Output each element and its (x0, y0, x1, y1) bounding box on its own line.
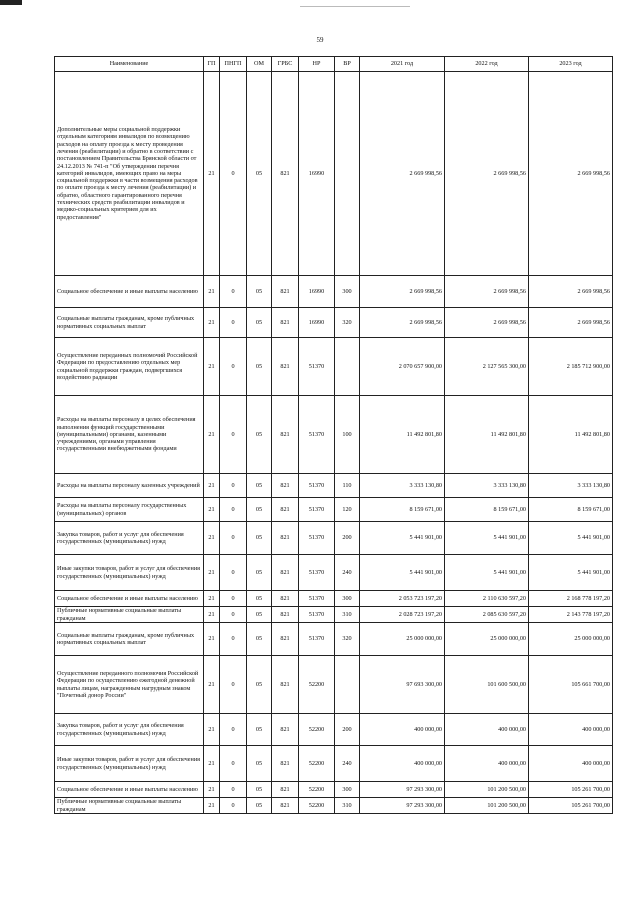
cell-om: 05 (247, 338, 272, 396)
cell-y2022: 5 441 901,00 (445, 522, 529, 555)
cell-om: 05 (247, 607, 272, 623)
table-row (55, 308, 613, 338)
cell-om: 05 (247, 308, 272, 338)
cell-nr: 51370 (299, 522, 335, 555)
cell-om: 05 (247, 396, 272, 474)
cell-gp: 21 (204, 798, 220, 814)
cell-pngp: 0 (220, 714, 247, 746)
cell-nr: 51370 (299, 474, 335, 498)
table-row (55, 591, 613, 607)
cell-name: Иные закупки товаров, работ и услуг для обеспечения государственных (муниципальных) нужд (55, 746, 204, 782)
cell-name: Закупка товаров, работ и услуг для обеспечения государственных (муниципальных) нужд (55, 522, 204, 555)
cell-vr: 120 (335, 498, 360, 522)
cell-nr: 16990 (299, 276, 335, 308)
cell-name: Социальное обеспечение и иные выплаты населению (55, 276, 204, 308)
table-row (55, 798, 613, 814)
cell-grbs: 821 (272, 72, 299, 276)
cell-y2022: 101 200 500,00 (445, 798, 529, 814)
cell-y2023: 105 261 700,00 (529, 798, 613, 814)
cell-nr: 52200 (299, 746, 335, 782)
header-2021: 2021 год (360, 57, 445, 72)
cell-y2023: 2 669 998,56 (529, 276, 613, 308)
cell-y2023: 105 661 700,00 (529, 656, 613, 714)
cell-y2021: 3 333 130,80 (360, 474, 445, 498)
cell-pngp: 0 (220, 623, 247, 656)
cell-name: Осуществление переданных полномочий Российской Федерации по предоставлению отдельных мер социальной поддержки граждан, подвергшихся воздействию радиации (55, 338, 204, 396)
cell-gp: 21 (204, 522, 220, 555)
cell-y2021: 25 000 000,00 (360, 623, 445, 656)
cell-pngp: 0 (220, 782, 247, 798)
cell-grbs: 821 (272, 591, 299, 607)
cell-grbs: 821 (272, 555, 299, 591)
cell-gp: 21 (204, 72, 220, 276)
cell-vr (335, 72, 360, 276)
cell-y2023: 400 000,00 (529, 746, 613, 782)
header-pngp: ПНГП (220, 57, 247, 72)
cell-gp: 21 (204, 714, 220, 746)
cell-gp: 21 (204, 276, 220, 308)
cell-name: Осуществление переданного полномочия Российской Федерации по осуществлению ежегодной денежной выплаты лицам, награжденным нагрудным знаком "Почетный донор России" (55, 656, 204, 714)
cell-name: Дополнительные меры социальной поддержки отдельным категориям инвалидов по возмещению расходов на оплату проезда к месту проведения лечения (реабилитации) и обратно в соответствии с постановлением Правительства Брянской области от 24.12.2013 № 741-п "Об утверждении перечня категорий инвалидов, имеющих право на меры социальной поддержки в части возмещения расходов по оплате проезда к месту лечения (реабилитации) и обратно, областного гарантированного перечня технических средств реабилитации инвалидов и медико-социальных критериев для их предоставления" (55, 72, 204, 276)
table-row (55, 522, 613, 555)
cell-pngp: 0 (220, 656, 247, 714)
header-nr: НР (299, 57, 335, 72)
cell-nr: 51370 (299, 623, 335, 656)
cell-pngp: 0 (220, 591, 247, 607)
table-row (55, 276, 613, 308)
cell-y2021: 5 441 901,00 (360, 522, 445, 555)
cell-vr: 240 (335, 555, 360, 591)
table-row (55, 396, 613, 474)
table-header-row (55, 57, 613, 72)
cell-om: 05 (247, 498, 272, 522)
cell-name: Публичные нормативные социальные выплаты гражданам (55, 607, 204, 623)
cell-om: 05 (247, 656, 272, 714)
cell-grbs: 821 (272, 782, 299, 798)
cell-y2023: 2 143 778 197,20 (529, 607, 613, 623)
table-row (55, 656, 613, 714)
cell-vr: 100 (335, 396, 360, 474)
cell-vr: 300 (335, 782, 360, 798)
cell-y2021: 97 293 300,00 (360, 782, 445, 798)
cell-y2023: 8 159 671,00 (529, 498, 613, 522)
cell-om: 05 (247, 714, 272, 746)
cell-y2023: 5 441 901,00 (529, 555, 613, 591)
cell-y2023: 2 168 778 197,20 (529, 591, 613, 607)
header-2023: 2023 год (529, 57, 613, 72)
cell-pngp: 0 (220, 522, 247, 555)
cell-grbs: 821 (272, 338, 299, 396)
header-om: ОМ (247, 57, 272, 72)
cell-om: 05 (247, 474, 272, 498)
cell-y2021: 2 070 657 900,00 (360, 338, 445, 396)
header-2022: 2022 год (445, 57, 529, 72)
cell-name: Социальные выплаты гражданам, кроме публичных нормативных социальных выплат (55, 623, 204, 656)
budget-table (54, 56, 613, 814)
cell-y2023: 2 669 998,56 (529, 308, 613, 338)
cell-grbs: 821 (272, 474, 299, 498)
cell-pngp: 0 (220, 607, 247, 623)
scan-corner-mark (0, 0, 22, 5)
cell-nr: 52200 (299, 714, 335, 746)
cell-om: 05 (247, 782, 272, 798)
cell-y2021: 400 000,00 (360, 746, 445, 782)
cell-vr: 300 (335, 276, 360, 308)
cell-gp: 21 (204, 555, 220, 591)
table-row (55, 72, 613, 276)
cell-y2023: 3 333 130,80 (529, 474, 613, 498)
cell-vr: 310 (335, 798, 360, 814)
cell-grbs: 821 (272, 522, 299, 555)
cell-gp: 21 (204, 591, 220, 607)
cell-y2022: 25 000 000,00 (445, 623, 529, 656)
cell-y2022: 8 159 671,00 (445, 498, 529, 522)
cell-nr: 51370 (299, 498, 335, 522)
cell-y2022: 400 000,00 (445, 714, 529, 746)
cell-grbs: 821 (272, 396, 299, 474)
cell-grbs: 821 (272, 276, 299, 308)
cell-vr: 300 (335, 591, 360, 607)
cell-y2021: 2 669 998,56 (360, 72, 445, 276)
cell-gp: 21 (204, 782, 220, 798)
cell-grbs: 821 (272, 623, 299, 656)
cell-gp: 21 (204, 656, 220, 714)
cell-grbs: 821 (272, 498, 299, 522)
cell-grbs: 821 (272, 714, 299, 746)
cell-name: Социальное обеспечение и иные выплаты населению (55, 591, 204, 607)
cell-y2021: 11 492 801,80 (360, 396, 445, 474)
cell-y2021: 400 000,00 (360, 714, 445, 746)
cell-nr: 51370 (299, 591, 335, 607)
cell-y2023: 11 492 801,80 (529, 396, 613, 474)
cell-vr: 310 (335, 607, 360, 623)
table-row (55, 474, 613, 498)
cell-vr: 240 (335, 746, 360, 782)
cell-y2023: 2 669 998,56 (529, 72, 613, 276)
cell-nr: 51370 (299, 396, 335, 474)
cell-y2021: 2 053 723 197,20 (360, 591, 445, 607)
cell-y2021: 2 669 998,56 (360, 308, 445, 338)
cell-om: 05 (247, 522, 272, 555)
cell-pngp: 0 (220, 746, 247, 782)
cell-vr (335, 338, 360, 396)
cell-y2023: 105 261 700,00 (529, 782, 613, 798)
cell-om: 05 (247, 798, 272, 814)
cell-nr: 51370 (299, 607, 335, 623)
cell-om: 05 (247, 623, 272, 656)
cell-pngp: 0 (220, 498, 247, 522)
cell-y2021: 2 028 723 197,20 (360, 607, 445, 623)
cell-name: Публичные нормативные социальные выплаты гражданам (55, 798, 204, 814)
cell-y2021: 5 441 901,00 (360, 555, 445, 591)
cell-nr: 16990 (299, 72, 335, 276)
cell-om: 05 (247, 591, 272, 607)
cell-om: 05 (247, 555, 272, 591)
cell-name: Расходы на выплаты персоналу казенных учреждений (55, 474, 204, 498)
cell-gp: 21 (204, 607, 220, 623)
cell-pngp: 0 (220, 276, 247, 308)
cell-name: Социальное обеспечение и иные выплаты населению (55, 782, 204, 798)
cell-pngp: 0 (220, 798, 247, 814)
cell-y2022: 5 441 901,00 (445, 555, 529, 591)
cell-nr: 52200 (299, 798, 335, 814)
table-row (55, 782, 613, 798)
cell-pngp: 0 (220, 72, 247, 276)
table-row (55, 555, 613, 591)
cell-name: Закупка товаров, работ и услуг для обеспечения государственных (муниципальных) нужд (55, 714, 204, 746)
cell-om: 05 (247, 746, 272, 782)
cell-name: Социальные выплаты гражданам, кроме публичных нормативных социальных выплат (55, 308, 204, 338)
cell-vr: 110 (335, 474, 360, 498)
cell-vr: 320 (335, 623, 360, 656)
cell-pngp: 0 (220, 474, 247, 498)
cell-grbs: 821 (272, 656, 299, 714)
cell-y2023: 400 000,00 (529, 714, 613, 746)
page-number: 59 (316, 36, 324, 44)
cell-gp: 21 (204, 396, 220, 474)
cell-y2022: 11 492 801,80 (445, 396, 529, 474)
cell-vr: 320 (335, 308, 360, 338)
cell-y2022: 2 669 998,56 (445, 72, 529, 276)
cell-nr: 16990 (299, 308, 335, 338)
cell-nr: 51370 (299, 555, 335, 591)
cell-y2023: 5 441 901,00 (529, 522, 613, 555)
scan-top-rule (300, 6, 410, 7)
cell-y2022: 2 669 998,56 (445, 276, 529, 308)
cell-vr: 200 (335, 522, 360, 555)
cell-y2023: 25 000 000,00 (529, 623, 613, 656)
header-vr: ВР (335, 57, 360, 72)
table-row (55, 607, 613, 623)
cell-gp: 21 (204, 498, 220, 522)
header-name: Наименование (55, 57, 204, 72)
cell-gp: 21 (204, 746, 220, 782)
table-row (55, 338, 613, 396)
cell-name: Расходы на выплаты персоналу в целях обеспечения выполнения функций государственными (муниципальными) органами, казенными учреждениями, органами управления государственными внебюджетными фондами (55, 396, 204, 474)
cell-y2022: 400 000,00 (445, 746, 529, 782)
cell-gp: 21 (204, 308, 220, 338)
cell-y2021: 2 669 998,56 (360, 276, 445, 308)
cell-y2022: 2 110 630 597,20 (445, 591, 529, 607)
header-grbs: ГРБС (272, 57, 299, 72)
cell-pngp: 0 (220, 308, 247, 338)
cell-y2022: 101 200 500,00 (445, 782, 529, 798)
cell-pngp: 0 (220, 555, 247, 591)
cell-y2021: 97 293 300,00 (360, 798, 445, 814)
cell-y2021: 8 159 671,00 (360, 498, 445, 522)
cell-gp: 21 (204, 474, 220, 498)
cell-name: Иные закупки товаров, работ и услуг для обеспечения государственных (муниципальных) нужд (55, 555, 204, 591)
table-row (55, 746, 613, 782)
cell-y2021: 97 693 300,00 (360, 656, 445, 714)
table-row (55, 714, 613, 746)
cell-y2022: 2 669 998,56 (445, 308, 529, 338)
cell-vr: 200 (335, 714, 360, 746)
cell-nr: 52200 (299, 656, 335, 714)
cell-pngp: 0 (220, 338, 247, 396)
cell-y2022: 3 333 130,80 (445, 474, 529, 498)
cell-nr: 52200 (299, 782, 335, 798)
cell-grbs: 821 (272, 308, 299, 338)
cell-om: 05 (247, 276, 272, 308)
cell-gp: 21 (204, 338, 220, 396)
cell-om: 05 (247, 72, 272, 276)
cell-vr (335, 656, 360, 714)
cell-name: Расходы на выплаты персоналу государственных (муниципальных) органов (55, 498, 204, 522)
cell-y2022: 101 600 500,00 (445, 656, 529, 714)
cell-y2023: 2 185 712 900,00 (529, 338, 613, 396)
cell-y2022: 2 085 630 597,20 (445, 607, 529, 623)
cell-y2022: 2 127 565 300,00 (445, 338, 529, 396)
header-gp: ГП (204, 57, 220, 72)
cell-gp: 21 (204, 623, 220, 656)
cell-grbs: 821 (272, 746, 299, 782)
cell-nr: 51370 (299, 338, 335, 396)
table-row (55, 623, 613, 656)
cell-grbs: 821 (272, 798, 299, 814)
cell-pngp: 0 (220, 396, 247, 474)
cell-grbs: 821 (272, 607, 299, 623)
table-row (55, 498, 613, 522)
